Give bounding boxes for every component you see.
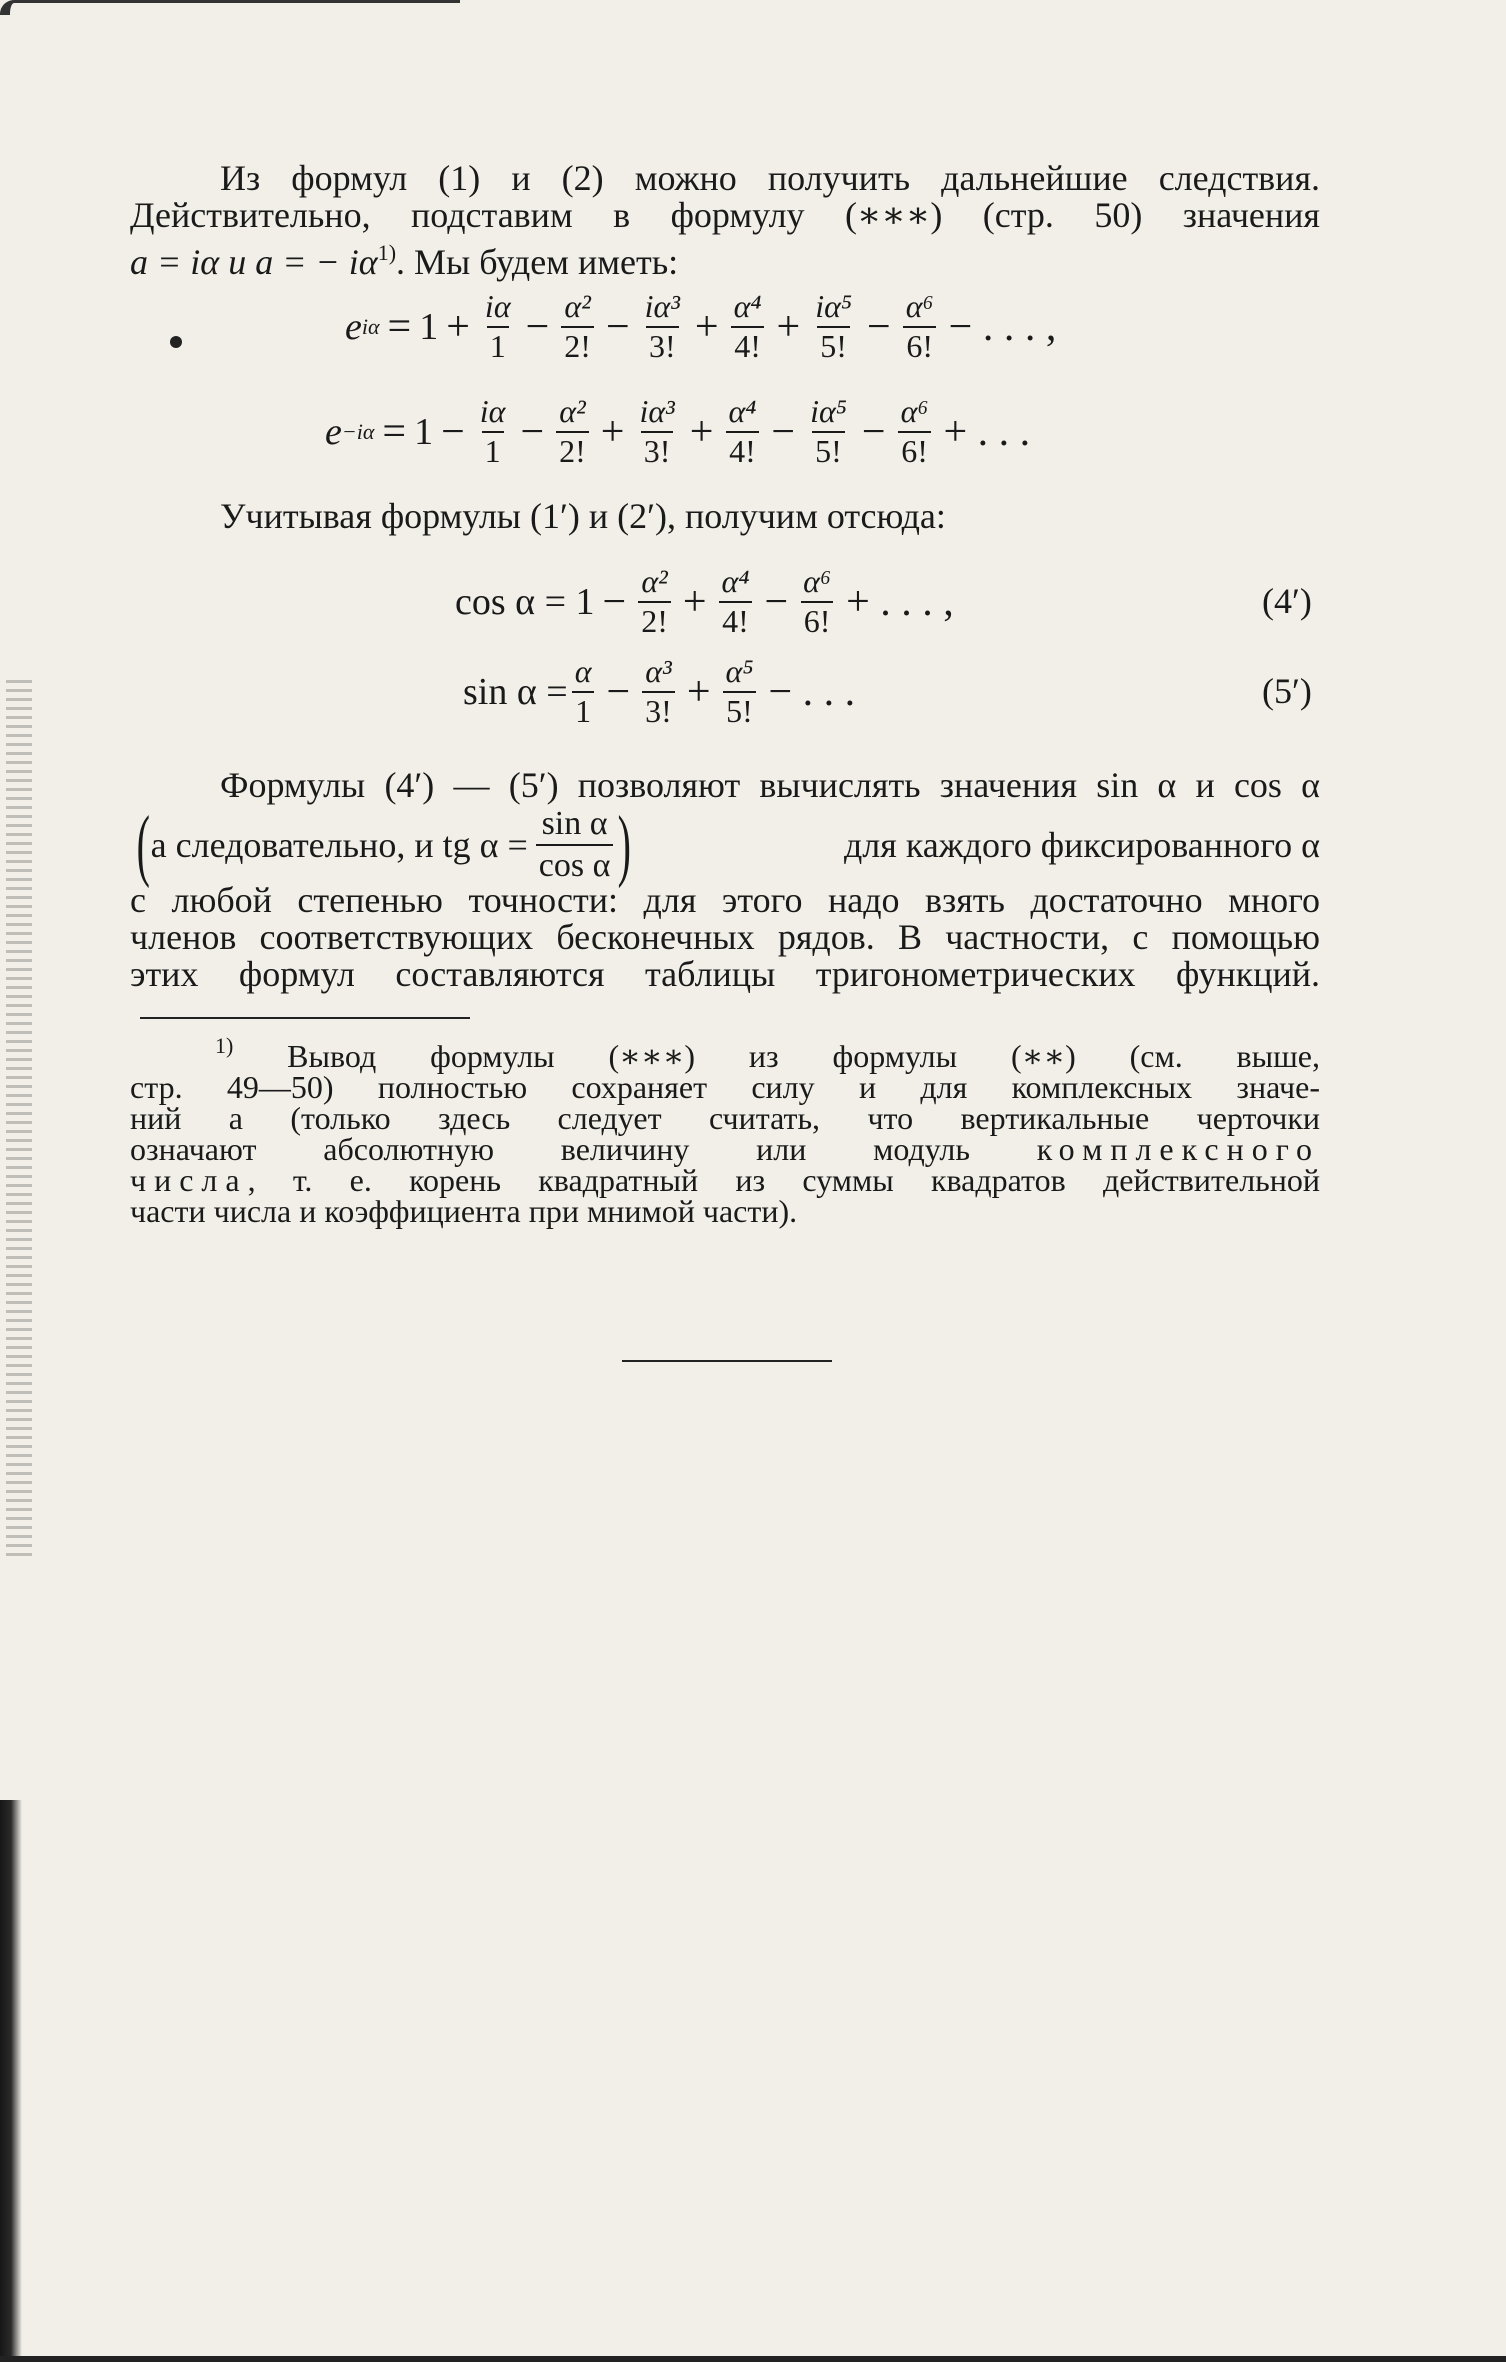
sin-equation: sin α = $\frac{\alpha}{1}$ − $\frac{\text{α³}}{3!}$ + $\frac{\text{α⁵}}{5!}$ − . . . (463, 653, 856, 729)
term-1: $\frac{i\alpha}{1}$ (479, 393, 506, 469)
footnote-line-1: $^{1)}$ Вывод формулы (∗∗∗) из формулы (∗∗) (см. выше, (215, 1033, 1320, 1074)
footnote-line-6: части числа и коэффициента при мнимой части). (130, 1193, 798, 1229)
intro-line-1: Из формул (1) и (2) можно получить дальнейшие следствия. (220, 158, 1320, 198)
cos-equation: cos α = 1 − $\frac{\text{α²}}{2!}$ + $\frac{\text{α⁴}}{4!}$ − $\frac{\text{α⁶}}{6!}$ + . . . , (455, 563, 954, 639)
term-2: $\frac{\text{α²}}{2!}$ (556, 395, 589, 468)
cos-term-4: $\frac{\text{α⁴}}{4!}$ (719, 565, 753, 638)
footnote-line-2: стр. 49—50) полностью сохраняет силу и для комплексных значе- (130, 1069, 1320, 1105)
term-4: $\frac{\text{α⁴}}{4!}$ (731, 290, 765, 363)
series-tail: − . . . , (948, 303, 1057, 350)
term-5: $\frac{\text{iα⁵}}{5!}$ (815, 288, 853, 364)
sin-tail: − . . . (768, 668, 856, 715)
sin-lhs: sin α = (463, 670, 568, 713)
end-rule (622, 1360, 832, 1362)
footnote-separator (140, 1017, 470, 1019)
footnote-marker: 1) (215, 1033, 234, 1058)
term-3: $\frac{\text{iα³}}{3!}$ (644, 288, 680, 364)
conclusion-rest (130, 882, 1320, 993)
cos-lhs: cos α = 1 (455, 580, 595, 623)
ink-spot (170, 336, 182, 348)
term-6: $\frac{\text{α⁶}}{6!}$ (903, 290, 937, 363)
intro-line-3 (130, 234, 1320, 281)
considering-text: Учитывая формулы (1′) и (2′), получим отсюда: (220, 496, 946, 536)
equation-number-5: (5′) (1262, 671, 1312, 711)
conclusion-line-2 (130, 801, 1320, 889)
exp-neg-equation: e −iα = 1 − $\frac{i\alpha}{1}$ − $\frac{\text{α²}}{2!}$ + $\frac{\text{iα³}}{3!}$ + $\frac{\text{α⁴}}{4!}$ − $\frac{\text{iα⁵}}{5!}$ − $\frac{\text{α⁶}}{6!}$ + . . . (325, 393, 1031, 469)
footnote-line-5: числа, т. е. корень квадратный из суммы квадратов действительной (130, 1162, 1320, 1198)
substitution: a = iα и a = − iα (130, 242, 378, 282)
term-1: $\frac{i\alpha}{1}$ (484, 288, 511, 364)
equation-number-4: (4′) (1262, 581, 1312, 621)
cos-tail: + . . . , (846, 578, 954, 625)
exp-base: e (345, 305, 362, 348)
scan-speckle (6, 680, 32, 1560)
exp-exponent: −iα (341, 418, 375, 444)
cos-term-2: $\frac{\text{α²}}{2!}$ (638, 565, 671, 638)
term-2: $\frac{\text{α²}}{2!}$ (561, 290, 594, 363)
tg-prefix: а следовательно, и tg α = (150, 825, 528, 865)
considering-paragraph (130, 498, 1320, 535)
sin-term-1: $\frac{\alpha}{1}$ (572, 655, 595, 728)
page-edge-bottom (0, 2356, 1506, 2362)
page-edge-left (0, 1800, 22, 2362)
intro-line-2: Действительно, подставим в формулу (∗∗∗) (стр. 50) значения (130, 195, 1320, 235)
term-3: $\frac{\text{iα³}}{3!}$ (639, 393, 675, 469)
tg-fraction: $\frac{\text{sin α}}{\text{cos α}}$ (536, 806, 614, 883)
intro-line-3-end: . Мы будем иметь: (396, 242, 679, 282)
sin-term-5: $\frac{\text{α⁵}}{5!}$ (723, 655, 757, 728)
tg-part: ( а следовательно, и tg α = $\frac{\text{sin α}}{\text{cos α}}$ ) (136, 801, 632, 889)
footnote-line-4: означают абсолютную величину или модуль комплексного (130, 1131, 1321, 1167)
tg-suffix: для каждого фиксированного α (843, 825, 1320, 865)
conclusion-paragraph (130, 767, 1320, 804)
exp-pos-equation: e iα = 1 + $\frac{i\alpha}{1}$ − $\frac{\text{α²}}{2!}$ − $\frac{\text{iα³}}{3!}$ + $\frac{\text{α⁴}}{4!}$ + $\frac{\text{iα⁵}}{5!}$ − $\frac{\text{α⁶}}{6!}$ − . . . , (345, 288, 1057, 364)
footnote-ref: 1) (377, 240, 397, 265)
one: 1 (419, 305, 439, 348)
conclusion-line-5: этих формул составляются таблицы тригонометрических функций. (130, 954, 1320, 994)
one: 1 (414, 410, 434, 453)
series-tail: + . . . (943, 408, 1031, 455)
term-6: $\frac{\text{α⁶}}{6!}$ (898, 395, 932, 468)
page-edge-top (0, 0, 460, 15)
cos-term-6: $\frac{\text{α⁶}}{6!}$ (800, 565, 834, 638)
intro-paragraph (130, 160, 1320, 281)
conclusion-line-1: Формулы (4′) — (5′) позволяют вычислять значения sin α и cos α (220, 765, 1320, 805)
term-4: $\frac{\text{α⁴}}{4!}$ (725, 395, 759, 468)
footnote-line-3: ний a (только здесь следует считать, что вертикальные черточки (130, 1100, 1320, 1136)
sin-term-3: $\frac{\text{α³}}{3!}$ (642, 655, 675, 728)
exp-base: e (325, 410, 342, 453)
footnote (130, 1030, 1320, 1227)
exp-exponent: iα (361, 313, 380, 339)
conclusion-line-3: с любой степенью точности: для этого надо взять достаточно много (130, 880, 1320, 920)
term-5: $\frac{\text{iα⁵}}{5!}$ (810, 393, 847, 469)
conclusion-line-4: членов соответствующих бесконечных рядов. В частности, с помощью (130, 917, 1320, 957)
